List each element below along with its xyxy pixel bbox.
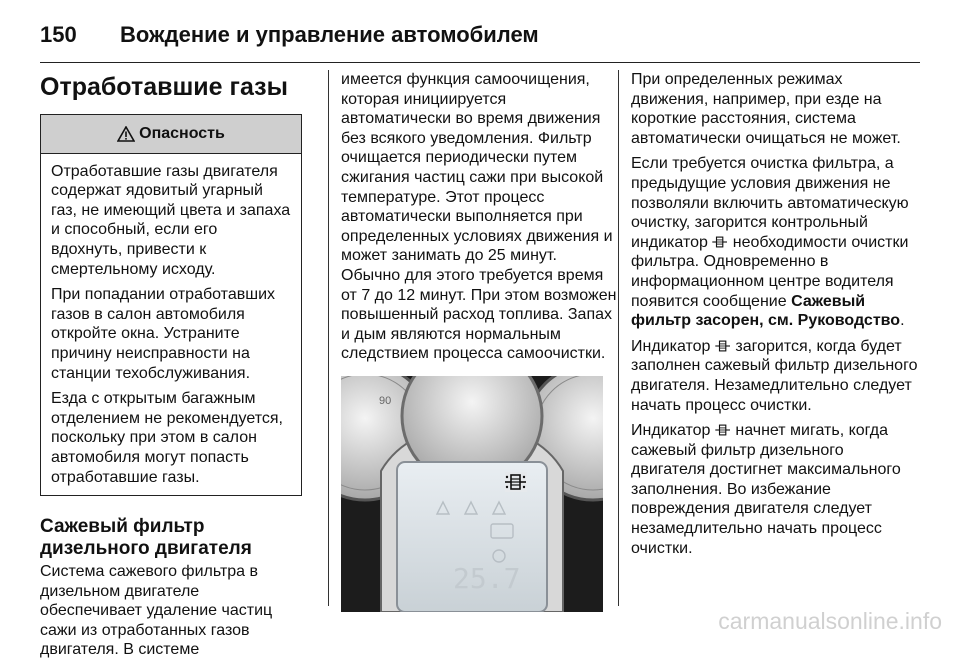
section-title: Отработавшие газы bbox=[40, 73, 288, 101]
chapter-title: Вождение и управление автомобилем bbox=[120, 22, 539, 47]
diesel-particulate-filter-icon bbox=[712, 235, 728, 249]
body-paragraph: Система сажевого фильтра в дизельном двигателе обеспечивает удаление частиц сажи из отработанных газов двигателя. В системе bbox=[40, 563, 273, 659]
body-paragraph: Если требуется очистка фильтра, а предыдущие условия движения не позволяли включить автоматическую очистку, загорится контрольный индикатор необходимости очистки фильтра. Одновременно в информационном центре водителя появится сообщение Сажевый фильтр засорен, см. Руководство. bbox=[631, 155, 909, 330]
message-text: Сажевый фильтр засорен, см. Руководство bbox=[631, 292, 901, 330]
warning-paragraph: При попадании отработавших газов в салон автомобиля откройте окна. Устраните причину неисправности на станции техобслуживания. bbox=[51, 286, 275, 382]
instrument-cluster-illustration bbox=[341, 376, 603, 612]
warning-triangle-icon bbox=[117, 126, 135, 142]
warning-paragraph: Отработавшие газы двигателя содержат ядовитый угарный газ, не имеющий цвета и запаха и способный, если его вдохнуть, привести к смертельному исходу. bbox=[51, 162, 291, 278]
column-1 bbox=[40, 70, 302, 666]
gauge-label: 90 bbox=[379, 394, 392, 407]
column-2 bbox=[328, 70, 617, 606]
subsection-title: Сажевый фильтр дизельного двигателя bbox=[40, 516, 252, 560]
body-paragraph: При определенных режимах движения, например, при езде на короткие расстояния, система автоматически очищаться не может. bbox=[631, 71, 901, 147]
instrument-cluster-figure bbox=[341, 376, 603, 612]
diesel-particulate-filter-icon bbox=[715, 339, 731, 353]
watermark: carmanualsonline.info bbox=[718, 608, 942, 634]
warning-body bbox=[41, 154, 301, 496]
column-3 bbox=[618, 70, 921, 606]
warning-heading: Опасность bbox=[139, 124, 225, 142]
body-paragraph: Индикатор загорится, когда будет заполнен сажевый фильтр дизельного двигателя. Незамедлительно следует начать процесс очистки. bbox=[631, 337, 918, 414]
warning-paragraph: Езда с открытым багажным отделением не рекомендуется, поскольку при этом в салон автомобиля могут попасть отработавшие газы. bbox=[51, 390, 283, 486]
body-paragraph: Индикатор начнет мигать, когда сажевый фильтр дизельного двигателя достигнет максимального заполнения. Во избежание повреждения двигателя следует незамедлительно начать процесс очистки. bbox=[631, 422, 901, 557]
page-header bbox=[40, 22, 539, 52]
warning-header bbox=[41, 115, 301, 154]
diesel-particulate-filter-icon bbox=[715, 423, 731, 437]
danger-warning-box bbox=[40, 114, 302, 497]
body-paragraph: имеется функция самоочищения, которая инициируется автоматически во время движения без всякого уведомления. Фильтр очищается периодически путем сжигания частиц сажи при высокой температуре. Этот процесс автоматически выполняется при определенных условиях движения и может занимать до 25 минут. Обычно для этого требуется время от 7 до 12 минут. При этом возможен повышенный расход топлива. Запах и дым являются нормальным следствием процесса самоочистки. bbox=[341, 71, 617, 363]
header-rule bbox=[40, 62, 920, 63]
diesel-particulate-filter-icon bbox=[505, 472, 527, 492]
page-number: 150 bbox=[40, 22, 77, 47]
lcd-reading: 25.7 bbox=[453, 561, 521, 595]
